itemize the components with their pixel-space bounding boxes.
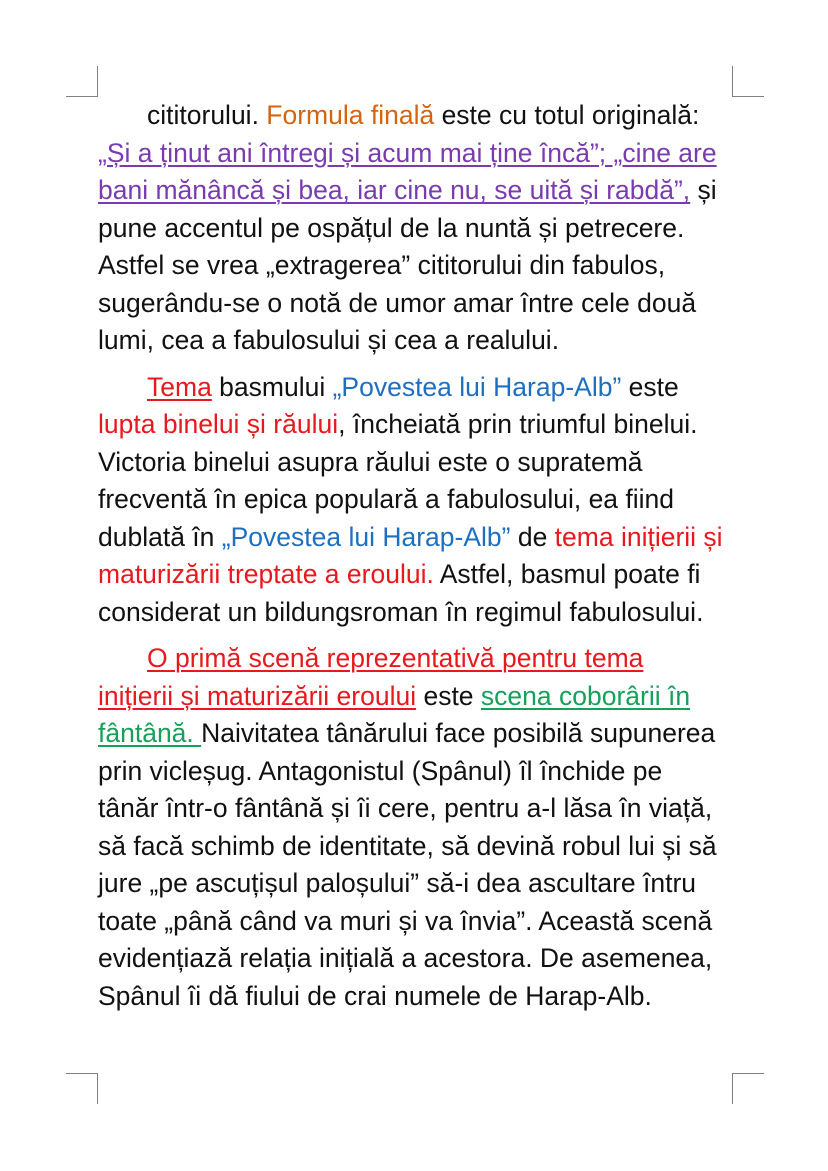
crop-mark-bottom-left bbox=[66, 1073, 98, 1104]
highlight-lupta-binelui: lupta binelui și răului bbox=[98, 409, 339, 439]
text-run: , încheiată prin triumful binelui. Victoria binelui asupra răului este o supratemă frecventă în epica populară a fabulosului, ea fiind dublată în bbox=[98, 409, 698, 552]
highlight-tema: Tema bbox=[147, 371, 212, 402]
highlight-formula-finala: Formula finală bbox=[266, 100, 435, 130]
title-povestea-lui-harap-alb: „Povestea lui Harap-Alb” bbox=[332, 371, 622, 402]
text-run: este cu totul originală: bbox=[434, 100, 700, 130]
text-run: este bbox=[621, 371, 679, 402]
crop-mark-top-left bbox=[66, 66, 98, 97]
paragraph-final-formula bbox=[98, 97, 723, 360]
quote-final-formula: „Și a ținut ani întregi și acum mai ține încă”; „cine are bani mănâncă și bea, iar cine nu, se uită și rabdă”, bbox=[98, 137, 717, 205]
text-run: cititorului. bbox=[147, 100, 267, 130]
text-run: și pune accentul pe ospățul de la nuntă și petrecere. Astfel se vrea „extragerea” cititorului din fabulos, sugerându-se o notă de umor amar între cele două lumi, cea a fabulosului și cea a realului. bbox=[98, 175, 717, 355]
highlight-scena-fantana: scena coborârii în fântână. bbox=[98, 680, 691, 748]
text-run: basmului bbox=[211, 371, 333, 402]
text-run: Astfel, basmul poate fi considerat un bildungsroman în regimul fabulosului. bbox=[98, 559, 704, 627]
highlight-tema-initierii: tema inițierii și maturizării treptate a eroului. bbox=[98, 521, 723, 589]
text-run: este bbox=[416, 680, 481, 711]
highlight-prima-scena: O primă scenă reprezentativă pentru tema inițierii și maturizării eroului bbox=[98, 643, 644, 711]
text-run: Naivitatea tânărului face posibilă supunerea prin vicleșug. Antagonistul (Spânul) îl închide pe tânăr într-o fântână și îi cere, pentru a-l lăsa în viață, să facă schimb de identitate, să devină robul lui și să jure „pe ascuțișul paloșului” să-i dea ascultare întru toate „până când va muri și va învia”. Această scenă evidențiază relația inițială a acestora. De asemenea, Spânul îi dă fiului de crai numele de Harap-Alb. bbox=[98, 718, 717, 1011]
crop-mark-top-right bbox=[732, 66, 764, 97]
crop-mark-bottom-right bbox=[732, 1073, 764, 1104]
document-body bbox=[98, 97, 723, 1015]
title-povestea-lui-harap-alb: „Povestea lui Harap-Alb” bbox=[221, 521, 511, 552]
text-run: de bbox=[510, 521, 555, 552]
paragraph-representative-scene bbox=[98, 640, 723, 1015]
paragraph-theme bbox=[98, 369, 723, 632]
